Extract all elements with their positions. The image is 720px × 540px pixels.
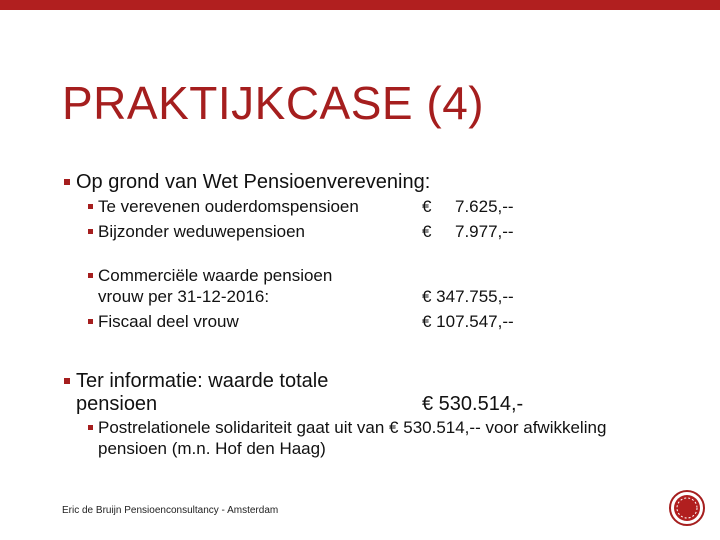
top-accent-bar: [0, 0, 720, 10]
bullet-wet-pensioenverevening: Op grond van Wet Pensioenverevening:: [76, 171, 431, 193]
bullet-marker: [88, 319, 93, 324]
currency-weduwepensioen: €: [422, 222, 432, 241]
currency-ouderdomspensioen: €: [422, 197, 432, 216]
label-weduwepensioen: Bijzonder weduwepensioen: [98, 222, 305, 241]
value-ouderdomspensioen: 7.625,--: [455, 197, 514, 216]
bullet-marker: [88, 229, 93, 234]
bullet-marker: [64, 378, 70, 384]
label-fiscaal-deel: Fiscaal deel vrouw: [98, 312, 239, 331]
value-commerciele-waarde: € 347.755,--: [422, 287, 514, 306]
bullet-ter-informatie-line2: pensioen: [76, 393, 158, 415]
bullet-marker: [88, 273, 93, 278]
bullet-marker: [88, 204, 93, 209]
bullet-marker: [64, 179, 70, 185]
value-weduwepensioen: 7.977,--: [455, 222, 514, 241]
note-postrelationele-line2: pensioen (m.n. Hof den Haag): [98, 439, 326, 458]
bullet-marker: [88, 425, 93, 430]
label-commerciele-waarde-line2: vrouw per 31-12-2016:: [98, 287, 270, 306]
decorative-seal-icon: [668, 489, 706, 527]
footer-credit: Eric de Bruijn Pensioenconsultancy - Amsterdam: [62, 505, 279, 516]
slide-title: PRAKTIJKCASE (4): [62, 77, 485, 129]
bullet-ter-informatie-line1: Ter informatie: waarde totale: [76, 370, 329, 392]
value-totale-pensioen: € 530.514,-: [422, 393, 524, 415]
label-commerciele-waarde-line1: Commerciële waarde pensioen: [98, 266, 333, 285]
label-ouderdomspensioen: Te verevenen ouderdomspensioen: [98, 197, 359, 216]
note-postrelationele-line1: Postrelationele solidariteit gaat uit van € 530.514,-- voor afwikkeling: [98, 418, 607, 437]
value-fiscaal-deel: € 107.547,--: [422, 312, 514, 331]
